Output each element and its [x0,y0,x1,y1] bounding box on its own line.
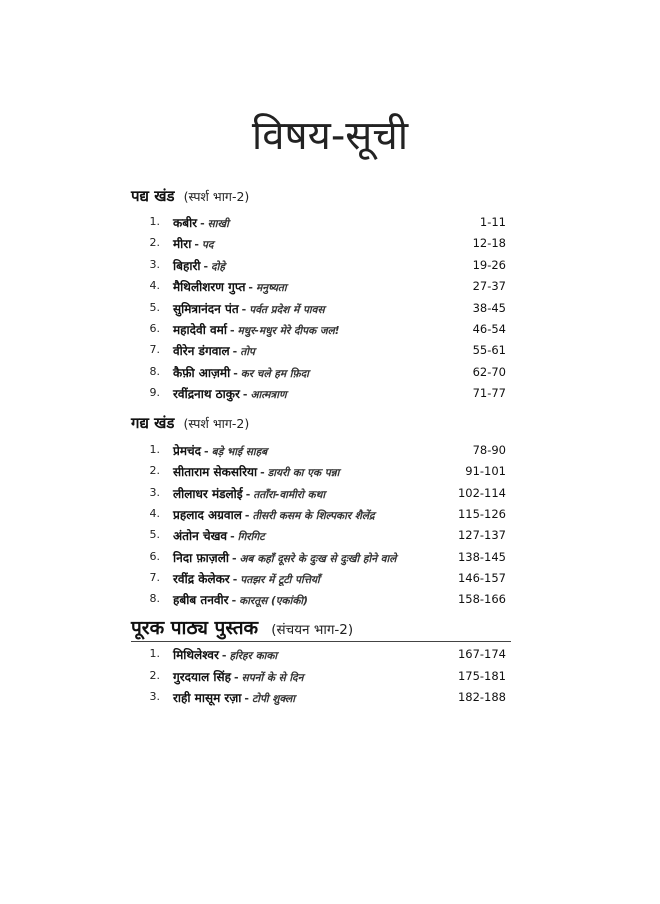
entry-separator: - [231,551,237,565]
entry-separator: - [234,670,239,684]
entry-work-title: तताँरा-वामीरो कथा [253,488,326,501]
entry-number: 7. [149,570,160,584]
entry-page-range: 175-181 [457,668,506,683]
entry-author [173,463,339,480]
toc-entry [0,235,660,256]
entry-page-range: 12-18 [472,236,506,251]
entry-work-title: तोप [240,346,255,359]
author-name: लीलाधर मंडलोई [173,486,243,501]
entry-page-range: 38-45 [472,300,506,315]
entry-separator: - [245,487,251,501]
author-name: सीताराम सेकसरिया [173,465,258,480]
entry-page-range: 146-157 [457,570,506,585]
entry-number: 9. [149,386,160,400]
entry-work-title: तीसरी कसम के शिल्पकार शैलेंद्र [252,509,375,522]
entry-work-title: दोहे [211,260,225,273]
entry-author [173,689,295,706]
toc-entry [0,549,660,570]
entry-author [173,549,396,566]
entry-author [173,646,277,663]
author-name: रवींद्रनाथ ठाकुर [173,387,240,402]
entry-page-range: 115-126 [457,506,506,521]
entry-author [173,257,225,274]
entry-number: 1. [149,215,160,228]
toc-entry [0,321,660,342]
entry-separator: - [232,345,238,359]
entry-work-title: टोपी शुक्ला [251,693,295,705]
entry-work-title: मनुष्यता [256,282,287,295]
entry-work-title: पर्वत प्रदेश में पावस [249,303,325,316]
entry-number: 5. [149,300,160,314]
entry-separator: - [231,594,237,608]
toc-entry [0,506,660,527]
entry-work-title: सपनों के से दिन [241,671,304,684]
author-name: बिहारी [173,258,201,273]
entry-separator: - [221,649,227,662]
entry-page-range: 71-77 [472,386,506,401]
author-name: रवींद्र केलेकर [173,571,230,586]
entry-author [173,235,213,252]
entry-number: 6. [149,549,160,563]
entry-number: 5. [149,528,160,542]
entry-author [173,442,267,459]
entry-separator: - [260,466,265,480]
entry-separator: - [244,508,250,522]
toc-entry [0,646,660,667]
entry-work-title: मधुर-मधुर मेरे दीपक जल! [237,325,340,337]
entry-author [173,300,325,317]
toc-entry [0,570,660,591]
entry-author [173,485,325,502]
toc-entry [0,527,660,548]
entry-page-range: 167-174 [457,647,506,661]
section-heading-gadya [131,413,249,433]
entry-number: 6. [149,322,160,335]
toc-entry [0,485,660,506]
entry-number: 1. [149,443,160,456]
section-title: पद्य खंड [131,187,175,205]
author-name: प्रेमचंद [173,444,201,458]
author-name: हबीब तनवीर [173,593,229,608]
entry-separator: - [230,530,235,544]
entry-number: 3. [149,690,160,703]
entry-work-title: बड़े भाई साहब [211,446,268,458]
author-name: प्रहलाद अग्रवाल [173,507,242,522]
entry-page-range: 158-166 [457,592,506,607]
entry-work-title: कर चले हम फ़िदा [240,367,309,380]
entry-page-range: 91-101 [465,464,506,479]
toc-entry [0,385,660,406]
entry-number: 3. [149,485,160,499]
entry-author [173,214,229,231]
section-title: पूरक पाठ्य पुस्तक [131,617,259,639]
section-subtitle: (संचयन भाग-2) [271,622,354,638]
divider [131,641,511,642]
author-name: अंतोन चेखव [173,529,228,544]
entry-author [173,527,265,544]
toc-entry [0,668,660,689]
entry-page-range: 78-90 [472,443,506,457]
entry-separator: - [241,302,247,316]
author-name: कबीर [173,216,198,230]
toc-entry [0,342,660,363]
entry-number: 2. [149,236,160,250]
entry-author [173,570,320,587]
entry-separator: - [233,366,238,380]
entry-page-range: 182-188 [457,690,506,704]
author-name: वीरेन डंगवाल [173,344,230,359]
entry-number: 7. [149,343,160,357]
toc-entry [0,689,660,710]
entry-author [173,364,309,381]
entry-number: 8. [149,592,160,606]
entry-separator: - [194,238,199,252]
toc-entry [0,463,660,484]
entry-number: 2. [149,668,160,682]
section-heading-purak [131,614,353,640]
author-name: मीरा [173,237,192,252]
entry-work-title: आत्मत्राण [250,389,287,402]
entry-number: 1. [149,647,160,660]
entry-page-range: 102-114 [457,485,506,500]
toc-entry [0,591,660,612]
author-name: कैफ़ी आज़मी [173,365,231,380]
entry-separator: - [232,572,238,586]
entry-work-title: पद [201,239,214,252]
entry-page-range: 1-11 [479,215,506,229]
entry-work-title: पतझर में टूटी पत्तियाँ [240,573,320,586]
entry-work-title: हरिहर काका [229,650,278,662]
author-name: गुरदयाल सिंह [173,669,232,684]
toc-entry [0,442,660,463]
toc-entry [0,300,660,321]
entry-separator: - [248,281,253,295]
entry-author [173,321,340,338]
entry-number: 8. [149,364,160,378]
entry-author [173,385,287,402]
entry-page-range: 62-70 [472,364,506,379]
entry-separator: - [203,259,209,273]
section-heading-padya [131,186,249,206]
author-name: राही मासूम रज़ा [173,691,242,705]
entry-page-range: 55-61 [472,343,506,358]
entry-work-title: अब कहाँ दूसरे के दुःख से दुःखी होने वाले [239,552,397,565]
entry-separator: - [229,324,235,337]
entry-number: 4. [149,279,160,293]
entry-number: 4. [149,506,160,520]
author-name: मिथिलेश्वर [173,648,219,662]
entry-work-title: डायरी का एक पन्ना [267,467,340,480]
entry-separator: - [200,217,205,230]
entry-separator: - [242,388,248,402]
entry-page-range: 138-145 [457,549,506,564]
section-title: गद्य खंड [131,414,175,432]
entry-author [173,668,303,685]
entry-page-range: 46-54 [472,322,506,336]
entry-work-title: गिरगिट [237,531,265,544]
section-subtitle: (स्पर्श भाग-2) [183,189,250,204]
author-name: मैथिलीशरण गुप्त [173,280,246,295]
entry-page-range: 19-26 [472,257,506,272]
entry-separator: - [244,692,249,705]
entry-author [173,591,308,608]
entry-author [173,278,287,295]
entry-number: 2. [149,464,160,478]
entry-author [173,342,255,359]
author-name: निदा फ़ाज़ली [173,550,229,565]
page-title: विषय-सूची [251,113,409,159]
entry-work-title: साखी [207,218,229,230]
entry-separator: - [204,445,209,458]
toc-entry [0,278,660,299]
toc-entry [0,364,660,385]
section-subtitle: (स्पर्श भाग-2) [183,416,250,431]
author-name: महादेवी वर्मा [173,323,227,337]
entry-author [173,506,375,523]
author-name: सुमित्रानंदन पंत [173,301,239,316]
entry-work-title: कारतूस (एकांकी) [239,595,308,608]
toc-entry [0,214,660,235]
toc-entry [0,257,660,278]
entry-page-range: 127-137 [457,528,506,543]
entry-number: 3. [149,257,160,271]
entry-page-range: 27-37 [472,279,506,294]
